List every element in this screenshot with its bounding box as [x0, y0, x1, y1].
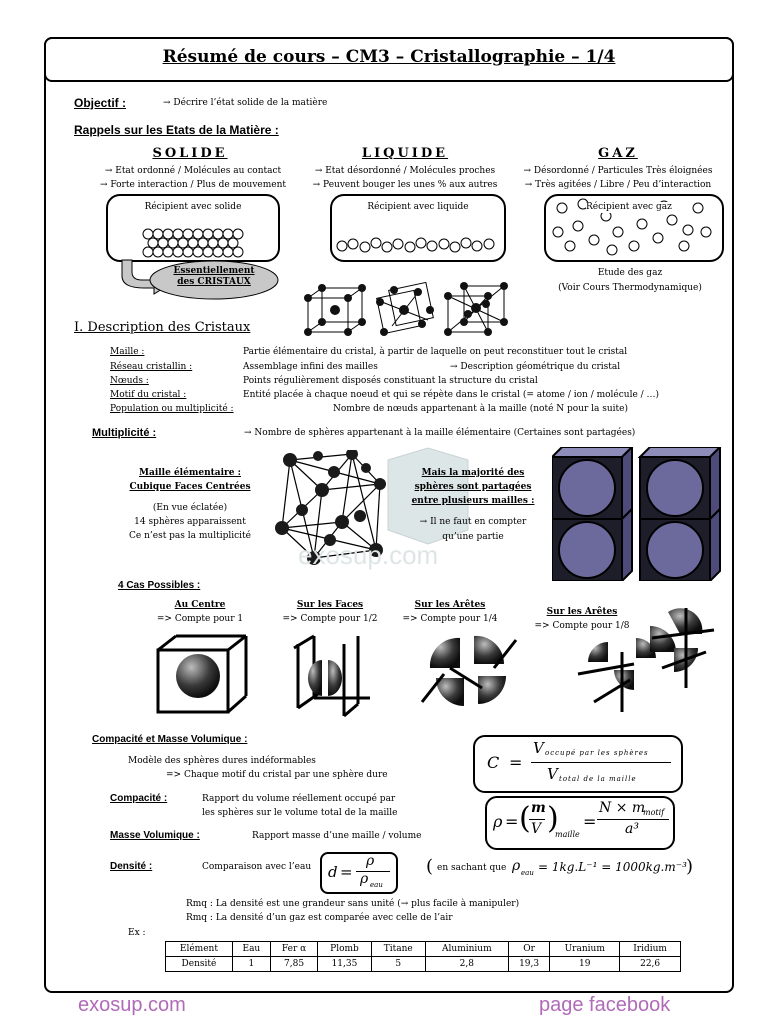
table-cell: 19 — [550, 957, 620, 972]
ex-label: Ex : — [128, 928, 146, 938]
maille-title2: Cubique Faces Centrées — [129, 482, 251, 492]
footer-facebook-link[interactable]: page facebook — [539, 994, 671, 1016]
crystal-lattices-illustration — [300, 280, 520, 342]
def-term-reseau: Réseau cristallin : — [110, 362, 193, 372]
objectif-label: Objectif : — [74, 96, 127, 110]
liquid-particles — [334, 234, 500, 256]
formula-rho: ρ — [493, 812, 503, 831]
partage-line2: sphères sont partagées — [414, 482, 532, 492]
solide-title: SOLIDE — [152, 146, 228, 161]
footer-site-link[interactable]: exosup.com — [78, 994, 186, 1016]
gas-container-label: Récipient avec gaz — [586, 202, 672, 212]
formula-maille-sub: maille — [555, 830, 580, 839]
page-title: Résumé de cours – CM3 – Cristallographie – 1/4 — [162, 47, 616, 67]
cas-centre-count: => Compte pour 1 — [156, 614, 244, 624]
partage-line5: qu’une partie — [442, 532, 504, 542]
table-header-cell: Eau — [232, 942, 270, 957]
def-text-reseau: Assemblage infini des mailles — [243, 362, 378, 372]
sachant-text: en sachant que — [437, 863, 507, 873]
cas-faces-count: => Compte pour 1/2 — [282, 614, 378, 624]
compacite-label: Compacité : — [110, 793, 168, 804]
table-header-cell: Or — [508, 942, 549, 957]
solide-line2: → Forte interaction / Plus de mouvement — [99, 180, 287, 190]
formula-d-num: ρ — [366, 853, 375, 869]
cas-title: 4 Cas Possibles : — [118, 580, 201, 591]
objectif-text: → Décrire l’état solide de la matière — [163, 98, 328, 108]
densite-label: Densité : — [110, 861, 153, 872]
formula-d-equals: = — [340, 863, 353, 881]
cas-centre-name: Au Centre — [174, 600, 226, 610]
def-extra-reseau: → Description géométrique du cristal — [450, 362, 621, 372]
bracket-right: ) — [686, 856, 694, 877]
formula-m: m — [531, 800, 546, 816]
liquide-line2: → Peuvent bouger les unes % aux autres — [312, 180, 498, 190]
densite-text: Comparaison avec l’eau — [202, 862, 312, 872]
table-cell: 5 — [371, 957, 425, 972]
case-aretes-illustration — [420, 628, 520, 716]
def-text-motif: Entité placée à chaque noeud et qui se répète dans le cristal (= atome / ion / molécule / …) — [243, 390, 660, 400]
sachant-eau-sub: eau — [521, 869, 534, 877]
modele-line1: Modèle des sphères dures indéformables — [128, 756, 316, 766]
formula-motif-sub: motif — [643, 808, 665, 817]
formula-mv-bar — [529, 819, 545, 820]
formula-d: d — [328, 863, 338, 881]
def-term-maille: Maille : — [110, 347, 145, 357]
table-cell: Densité — [166, 957, 233, 972]
rmq-line2: Rmq : La densité d’un gaz est comparée avec celle de l’air — [186, 913, 453, 923]
table-header-row — [166, 942, 681, 957]
cas-sommets-name: Sur les Arêtes — [546, 607, 618, 617]
solid-container — [106, 194, 280, 262]
formula-d-den: ρ — [360, 871, 369, 887]
formula-paren-right: ) — [547, 801, 559, 836]
bracket-left: ( — [426, 856, 434, 877]
table-header-cell: Iridium — [620, 942, 681, 957]
masse-volumique-formula-box — [485, 796, 675, 850]
compacite-text1: Rapport du volume réellement occupé par — [202, 794, 396, 804]
gaz-note1: Etude des gaz — [597, 268, 663, 278]
densite-table — [165, 941, 681, 972]
formula-nm-bar — [597, 819, 669, 820]
table-header-cell: Elément — [166, 942, 233, 957]
gas-container — [544, 194, 724, 262]
gaz-title: GAZ — [598, 146, 638, 161]
cas-aretes-name: Sur les Arêtes — [414, 600, 486, 610]
formula-equals2: = — [583, 812, 597, 831]
table-header-cell: Titane — [371, 942, 425, 957]
formula-v: V — [531, 821, 542, 837]
table-cell: 22,6 — [620, 957, 681, 972]
cas-sommets-count: => Compte pour 1/8 — [534, 621, 630, 631]
sachant-rho: ρ — [512, 858, 521, 874]
gaz-note2: (Voir Cours Thermodynamique) — [558, 283, 702, 293]
case-faces-illustration — [292, 634, 376, 718]
liquid-container — [330, 194, 506, 262]
formula-c-equals: = — [509, 753, 523, 772]
liquide-title: LIQUIDE — [361, 146, 449, 161]
multiplicite-label: Multiplicité : — [92, 427, 157, 439]
maille-line3: Ce n’est pas la multiplicité — [129, 531, 251, 541]
cas-aretes-count: => Compte pour 1/4 — [402, 614, 498, 624]
formula-c-den: V — [547, 765, 558, 783]
def-term-population: Population ou multiplicité : — [110, 404, 234, 414]
maille-line2: 14 sphères apparaissent — [134, 517, 246, 527]
table-header-cell: Aluminium — [425, 942, 508, 957]
masse-volumique-label: Masse Volumique : — [110, 830, 200, 841]
table-header-cell: Uranium — [550, 942, 620, 957]
cas-faces-name: Sur les Faces — [296, 600, 364, 610]
stacked-cubes-illustration — [552, 447, 722, 581]
solid-arrow-text: Essentiellement des CRISTAUX — [173, 266, 255, 287]
compacite-title: Compacité et Masse Volumique : — [92, 734, 248, 745]
table-cell: 19,3 — [508, 957, 549, 972]
formula-c-lhs: C — [487, 753, 500, 772]
modele-line2: => Chaque motif du cristal par une sphère dure — [166, 770, 388, 780]
formula-c-den-sub: total de la maille — [559, 775, 637, 783]
case-centre-illustration — [156, 634, 250, 716]
table-cell: 2,8 — [425, 957, 508, 972]
densite-formula-box — [320, 852, 398, 894]
table-row — [166, 957, 681, 972]
formula-c-num: V — [533, 739, 544, 757]
formula-c-bar — [531, 762, 671, 763]
table-cell: 7,85 — [270, 957, 317, 972]
description-title: I. Description des Cristaux — [74, 320, 251, 335]
liquide-line1: → Etat désordonné / Molécules proches — [314, 166, 496, 176]
solid-particles — [142, 228, 246, 258]
maille-line1: (En vue éclatée) — [152, 503, 228, 513]
def-term-motif: Motif du cristal : — [110, 390, 187, 400]
multiplicite-text: → Nombre de sphères appartenant à la maille élémentaire (Certaines sont partagées) — [244, 428, 636, 438]
rmq-line1: Rmq : La densité est une grandeur sans unité (→ plus facile à manipuler) — [186, 899, 520, 909]
table-cell: 11,35 — [318, 957, 372, 972]
compacite-text2: les sphères sur le volume total de la maille — [202, 808, 398, 818]
partage-line3: entre plusieurs mailles : — [411, 496, 535, 506]
formula-c-num-sub: occupé par les sphères — [545, 749, 649, 757]
watermark-text: exosup.com — [298, 540, 439, 570]
formula-rho-equals: = — [505, 812, 519, 831]
def-text-maille: Partie élémentaire du cristal, à partir de laquelle on peut reconstituer tout le cristal — [243, 347, 628, 357]
gaz-line2: → Très agitées / Libre / Peu d’interaction — [524, 180, 712, 190]
formula-paren-left: ( — [519, 801, 531, 836]
table-header-cell: Fer α — [270, 942, 317, 957]
compacite-formula-box — [473, 735, 683, 793]
rappels-title: Rappels sur les Etats de la Matière : — [74, 123, 279, 137]
solide-line1: → Etat ordonné / Molécules au contact — [104, 166, 282, 176]
formula-nm: N × m — [599, 800, 646, 816]
def-term-noeuds: Nœuds : — [110, 376, 149, 386]
liquid-container-label: Récipient avec liquide — [367, 202, 469, 212]
masse-volumique-text: Rapport masse d’une maille / volume — [252, 831, 422, 841]
maille-title1: Maille élémentaire : — [139, 468, 241, 478]
formula-a3: a³ — [625, 821, 639, 837]
sachant-value: = 1kg.L⁻¹ = 1000kg.m⁻³ — [538, 860, 687, 874]
def-text-noeuds: Points régulièrement disposés constituant la structure du cristal — [243, 376, 538, 386]
case-sommets-illustration — [574, 608, 720, 714]
solid-container-label: Récipient avec solide — [144, 202, 242, 212]
def-text-population: Nombre de nœuds appartenant à la maille (noté N pour la suite) — [333, 404, 629, 414]
formula-d-den-sub: eau — [370, 881, 383, 889]
gaz-line1: → Désordonné / Particules Très éloignées — [523, 166, 713, 176]
partage-line4: → Il ne faut en compter — [419, 517, 527, 527]
partage-line1: Mais la majorité des — [421, 468, 525, 478]
table-header-cell: Plomb — [318, 942, 372, 957]
table-cell: 1 — [232, 957, 270, 972]
